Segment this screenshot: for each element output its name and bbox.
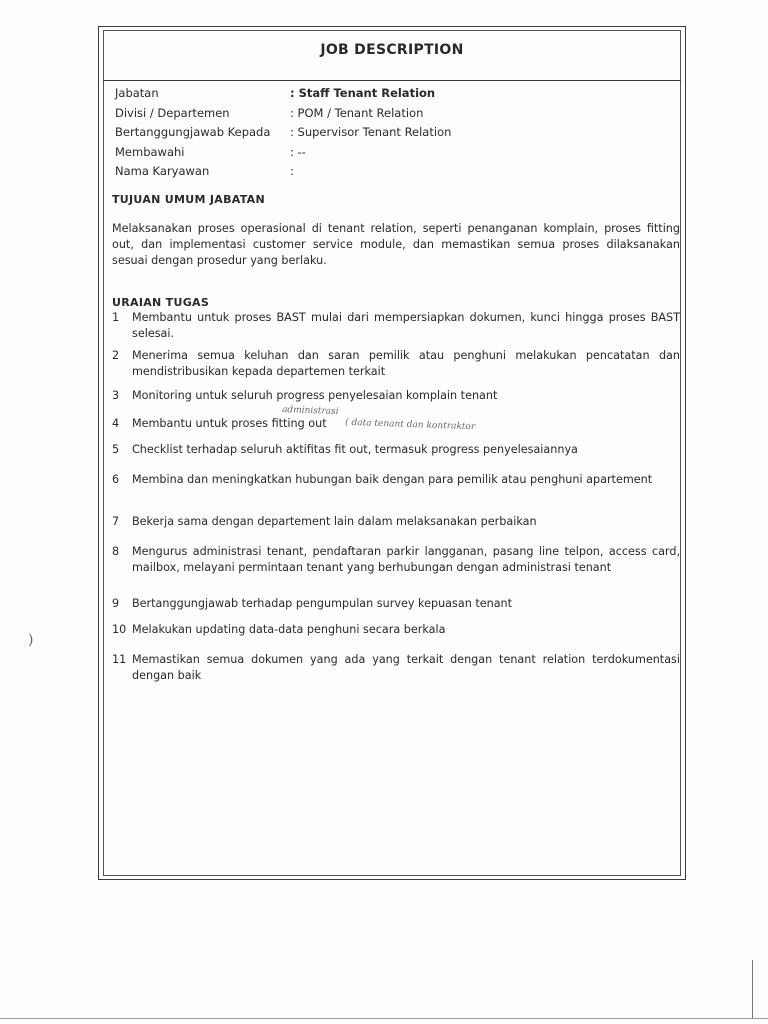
info-value: : Staff Tenant Relation [290, 86, 436, 100]
handwritten-note-above: administrasi [281, 405, 339, 417]
title-divider [103, 80, 681, 81]
task-text: Melakukan updating data-data penghuni secara berkala [132, 623, 446, 636]
task-number: 2 [112, 349, 120, 362]
info-row-reports-to [115, 125, 675, 145]
task-number: 10 [112, 623, 127, 636]
employee-info-table [115, 86, 675, 184]
task-text: Mengurus administrasi tenant, pendaftaran parkir langganan, pasang line telpon, access card, mailbox, melayani permintaan tenant yang berhubungan dengan administrasi tenant [132, 545, 680, 574]
task-number: 1 [112, 311, 120, 324]
info-row-divisi [115, 106, 675, 126]
task-number: 3 [112, 389, 120, 402]
task-text: Membantu untuk proses fitting out [132, 417, 327, 430]
task-number: 5 [112, 443, 120, 456]
task-text: Bertanggungjawab terhadap pengumpulan survey kepuasan tenant [132, 597, 513, 610]
info-label: Jabatan [115, 86, 159, 100]
info-row-membawahi [115, 145, 675, 165]
info-value: : [290, 164, 294, 178]
document-title: JOB DESCRIPTION [320, 42, 464, 58]
task-text: Bekerja sama dengan departement lain dalam melaksanakan perbaikan [132, 515, 537, 528]
handwritten-note-after: ( data tenant dan kontraktor [344, 417, 476, 433]
tasks-heading: URAIAN TUGAS [112, 296, 210, 309]
task-number: 9 [112, 597, 120, 610]
info-label: Bertanggungjawab Kepada [115, 125, 271, 139]
page-right-edge [752, 960, 753, 1018]
purpose-paragraph: Melaksanakan proses operasional di tenant relation, seperti penanganan komplain, proses fitting out, dan implementasi customer service module, dan memastikan semua proses dilaksanakan sesuai dengan prosedur yang berlaku. [112, 222, 680, 267]
info-value: : Supervisor Tenant Relation [290, 125, 452, 139]
task-number: 11 [112, 653, 127, 666]
task-number: 8 [112, 545, 120, 558]
info-label: Nama Karyawan [115, 164, 210, 178]
task-text: Menerima semua keluhan dan saran pemilik atau penghuni melakukan pencatatan dan mendistribusikan kepada departemen terkait [132, 349, 680, 378]
info-value: : POM / Tenant Relation [290, 105, 424, 120]
task-text: Membina dan meningkatkan hubungan baik dengan para pemilik atau penghuni apartement [132, 473, 653, 486]
task-number: 6 [112, 473, 120, 486]
task-text: Memastikan semua dokumen yang ada yang terkait dengan tenant relation terdokumentasi dengan baik [132, 653, 680, 682]
info-label: Divisi / Departemen [115, 105, 230, 120]
info-row-nama-karyawan [115, 164, 675, 184]
task-text: Checklist terhadap seluruh aktifitas fit out, termasuk progress penyelesaiannya [132, 443, 578, 456]
task-text: Membantu untuk proses BAST mulai dari mempersiapkan dokumen, kunci hingga proses BAST selesai. [132, 311, 680, 340]
purpose-heading: TUJUAN UMUM JABATAN [112, 193, 265, 206]
info-row-jabatan [115, 86, 675, 106]
info-label: Membawahi [115, 144, 185, 159]
task-number: 4 [112, 417, 120, 430]
page-bottom-edge [0, 1018, 768, 1019]
info-value: : -- [290, 144, 306, 159]
task-text: Monitoring untuk seluruh progress penyelesaian komplain tenant [132, 389, 498, 402]
punch-hole-mark: ) [28, 632, 34, 648]
task-number: 7 [112, 515, 120, 528]
